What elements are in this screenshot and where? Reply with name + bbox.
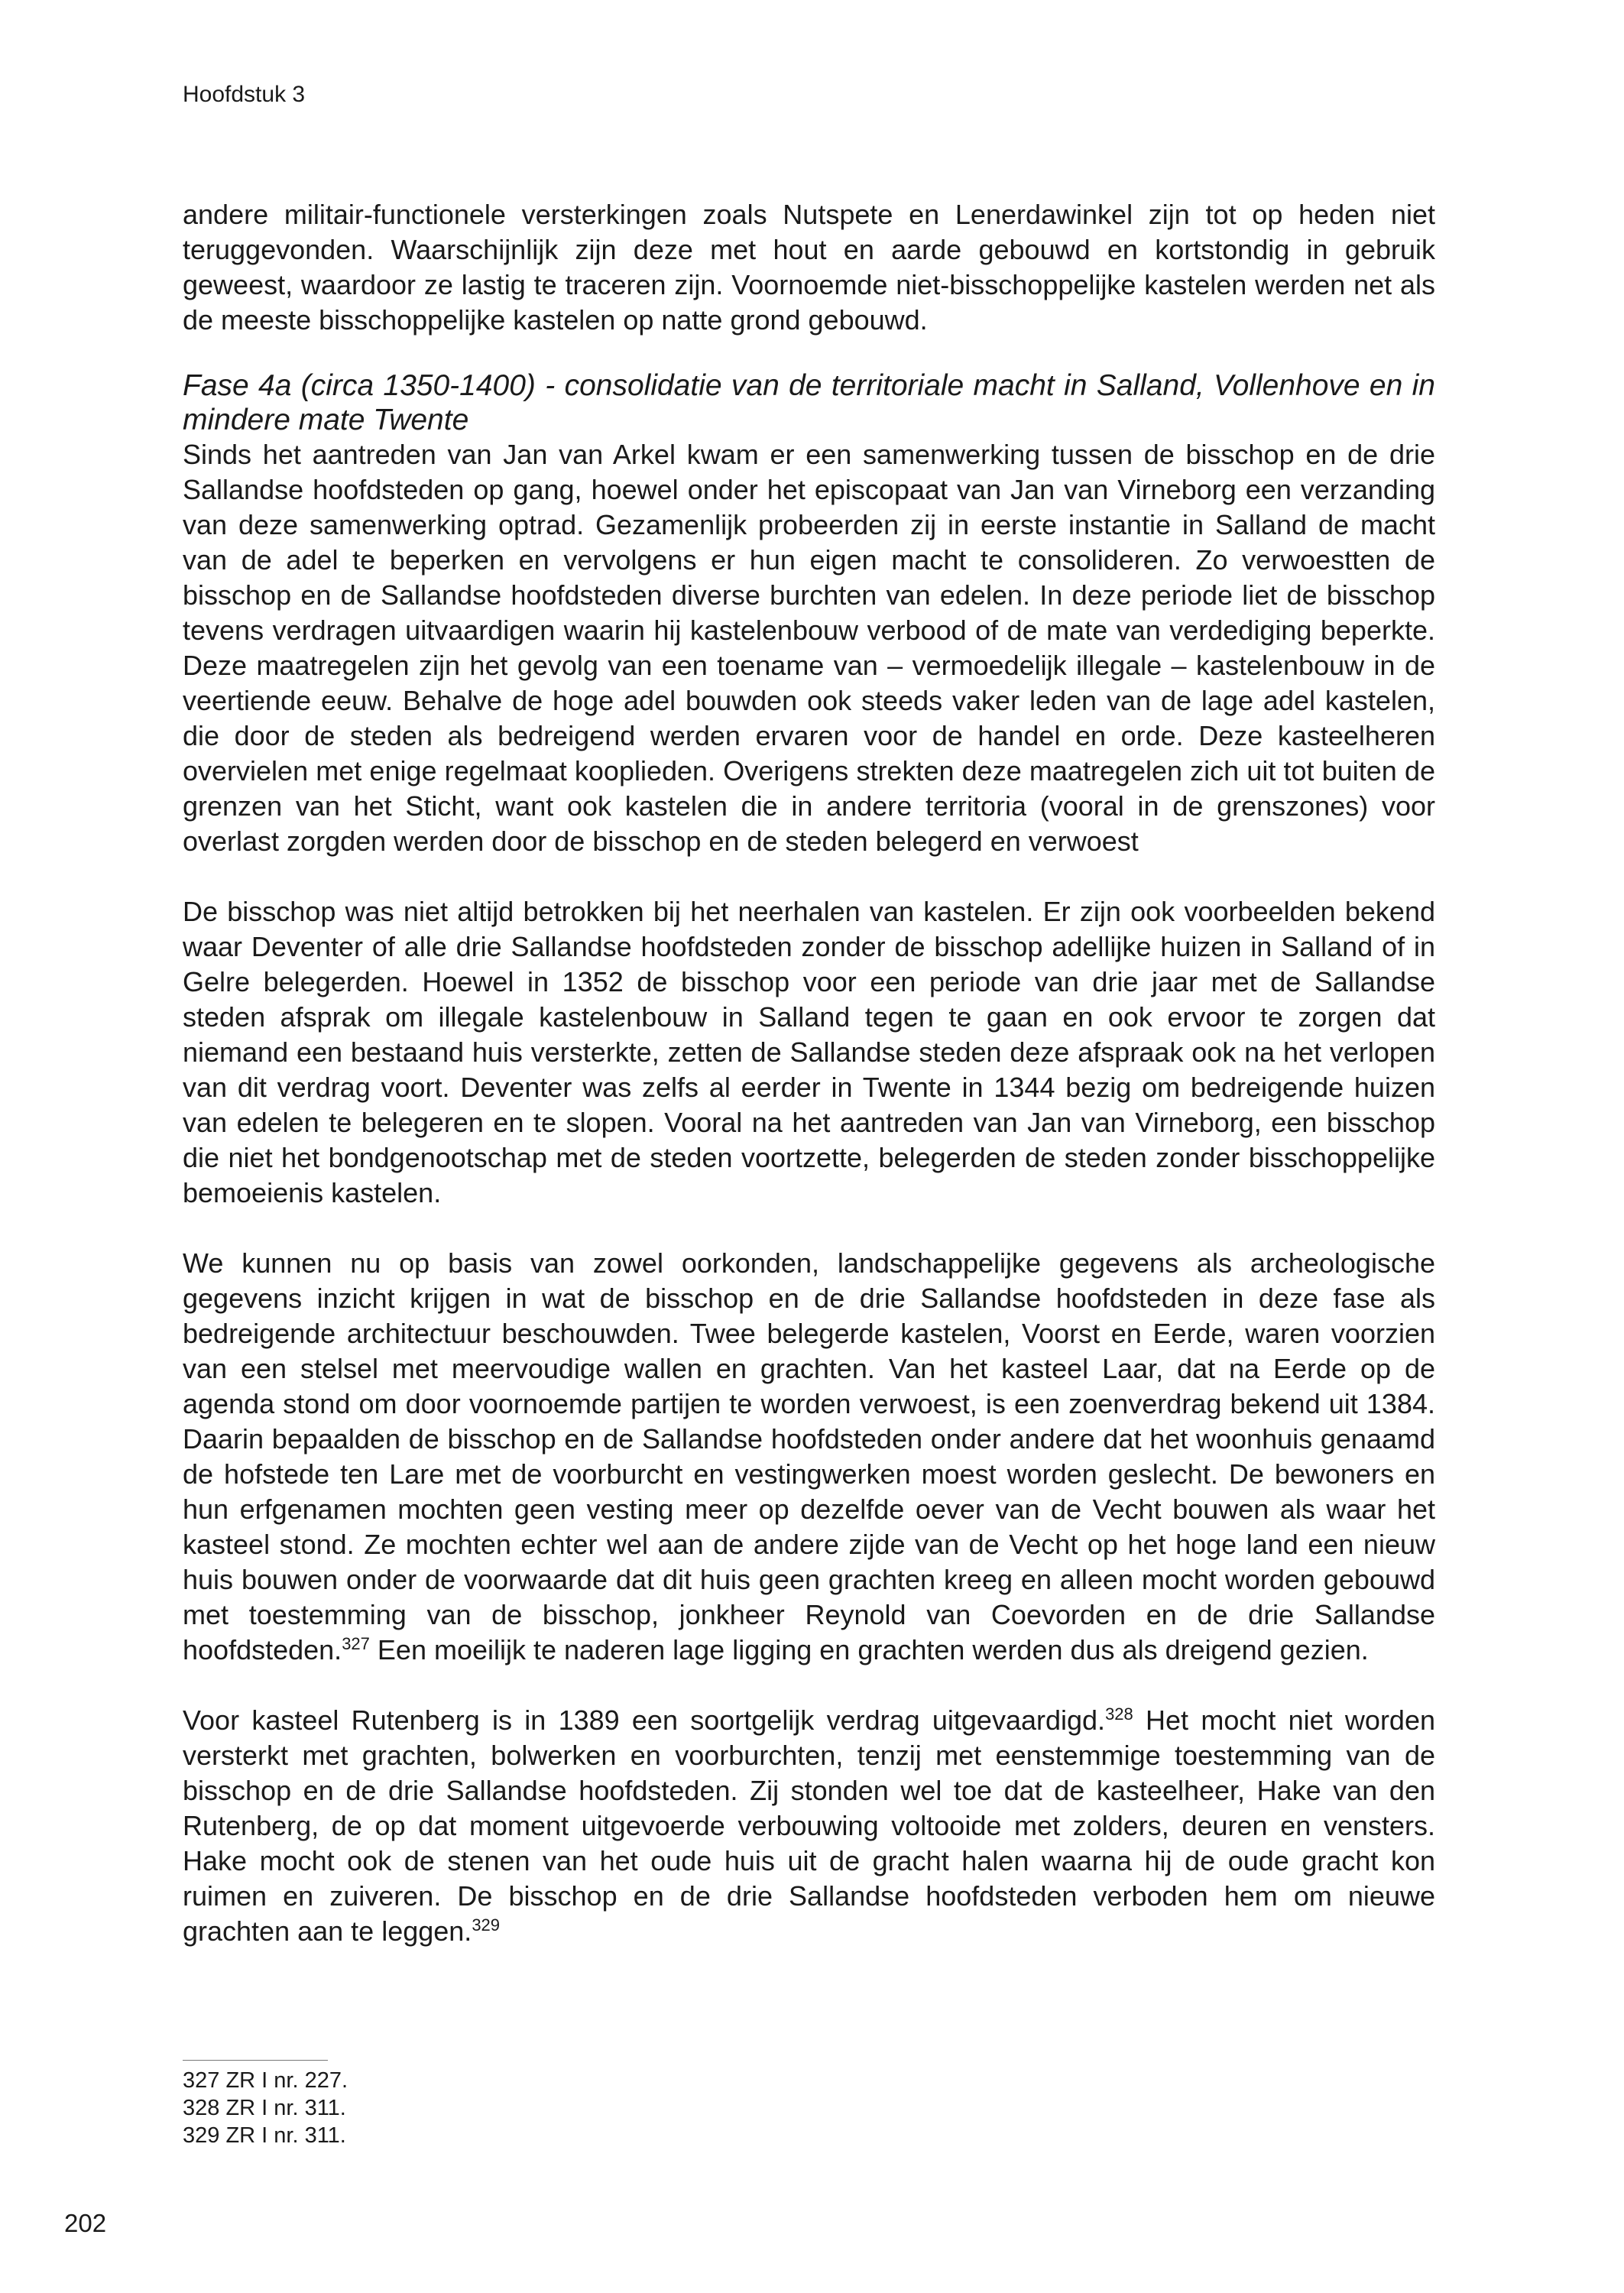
footnote-327: 327 ZR I nr. 227. bbox=[183, 2068, 348, 2093]
paragraph-text: We kunnen nu op basis van zowel oorkonden, landschappelijke gegevens als archeologische gegevens inzicht krijgen in wat de bisschop en de drie Sallandse hoofdsteden in deze fase als bedreigende architectuur beschouwden. Twee belegerde kastelen, Voorst en Eerde, waren voorzien van een stelsel met meervoudige wallen en grachten. Van het kasteel Laar, dat na Eerde op de agenda stond om door voornoemde partijen te worden verwoest, is een zoenverdrag bekend uit 1384. Daarin bepaalden de bisschop en de Sallandse hoofdsteden onder andere dat het woonhuis genaamd de hofstede ten Lare met de voorburcht en vestingwerken moest worden geslecht. De bewoners en hun erfgenamen mochten geen vesting meer op dezelfde oever van de Vecht bouwen als waar het kasteel stond. Ze mochten echter wel aan de andere zijde van de Vecht op het hoge land een nieuw huis bouwen onder de voorwaarde dat dit huis geen grachten kreeg en alleen mocht worden gebouwd met toestemming van de bisschop, jonkheer Reynold van Coevorden en de drie Sallandse hoofdsteden. bbox=[183, 1247, 1435, 1665]
footnote-328: 328 ZR I nr. 311. bbox=[183, 2096, 346, 2120]
body-text bbox=[183, 197, 1435, 1949]
paragraph-text: Het mocht niet worden versterkt met grachten, bolwerken en voorburchten, tenzij met eenstemmige toestemming van de bisschop en de drie Sallandse hoofdsteden. Zij stonden wel toe dat de kasteelheer, Hake van den Rutenberg, de op dat moment uitgevoerde verbouwing voltooide met zolders, deuren en vensters. Hake mocht ook de stenen van het oude huis uit de gracht halen waarna hij de oude gracht kon ruimen en zuiveren. De bisschop en de drie Sallandse hoofdsteden verboden hem om nieuwe grachten aan te leggen. bbox=[183, 1704, 1435, 1947]
paragraph: De bisschop was niet altijd betrokken bij het neerhalen van kastelen. Er zijn ook voorbeelden bekend waar Deventer of alle drie Sallandse hoofdsteden zonder de bisschop adellijke huizen in Salland of in Gelre belegerden. Hoewel in 1352 de bisschop voor een periode van drie jaar met de Sallandse steden afsprak om illegale kastelenbouw in Salland tegen te gaan en ook ervoor te zorgen dat niemand een bestaand huis versterkte, zetten de Sallandse steden deze afspraak ook na het verlopen van dit verdrag voort. Deventer was zelfs al eerder in Twente in 1344 bezig om bedreigende huizen van edelen te belegeren en te slopen. Vooral na het aantreden van Jan van Virneborg, een bisschop die niet het bondgenootschap met de steden voortzette, belegerden de steden zonder bisschoppelijke bemoeienis kastelen. bbox=[183, 896, 1435, 1208]
paragraph bbox=[183, 1246, 1435, 1668]
running-header: Hoofdstuk 3 bbox=[183, 82, 306, 107]
footnote-329: 329 ZR I nr. 311. bbox=[183, 2123, 346, 2148]
page-number: 202 bbox=[64, 2209, 107, 2237]
footnotes bbox=[183, 2067, 348, 2149]
footnote-ref-327[interactable]: 327 bbox=[342, 1634, 370, 1653]
footnote-ref-328[interactable]: 328 bbox=[1105, 1704, 1133, 1724]
footnote-divider bbox=[183, 2060, 328, 2061]
paragraph: Sinds het aantreden van Jan van Arkel kwam er een samenwerking tussen de bisschop en de drie Sallandse hoofdsteden op gang, hoewel onder het episcopaat van Jan van Virneborg een verzanding van deze samenwerking optrad. Gezamenlijk probeerden zij in eerste instantie in Salland de macht van de adel te beperken en vervolgens er hun eigen macht te consolideren. Zo verwoestten de bisschop en de Sallandse hoofdsteden diverse burchten van edelen. In deze periode liet de bisschop tevens verdragen uitvaardigen waarin hij kastelenbouw verbood of de mate van verdediging beperkte. Deze maatregelen zijn het gevolg van een toename van – vermoedelijk illegale – kastelenbouw in de veertiende eeuw. Behalve de hoge adel bouwden ook steeds vaker leden van de lage adel kastelen, die door de steden als bedreigend werden ervaren voor de handel en orde. Deze kasteelheren overvielen met enige regelmaat kooplieden. Overigens strekten deze maatregelen zich uit tot buiten de grenzen van het Sticht, want ook kastelen die in andere territoria (vooral in de grenszones) voor overlast zorgden werden door de bisschop en de steden belegerd en verwoest bbox=[183, 439, 1435, 857]
paragraph bbox=[183, 1703, 1435, 1949]
paragraph: andere militair-functionele versterkingen zoals Nutspete en Lenerdawinkel zijn tot op heden niet teruggevonden. Waarschijnlijk zijn deze met hout en aarde gebouwd en kortstondig in gebruik geweest, waardoor ze lastig te traceren zijn. Voornoemde niet-bisschoppelijke kastelen werden net als de meeste bisschoppelijke kastelen op natte grond gebouwd. bbox=[183, 199, 1435, 336]
paragraph-text: Voor kasteel Rutenberg is in 1389 een soortgelijk verdrag uitgevaardigd. bbox=[183, 1704, 1106, 1736]
footnote-ref-329[interactable]: 329 bbox=[472, 1915, 501, 1935]
section-heading: Fase 4a (circa 1350-1400) - consolidatie van de territoriale macht in Salland, Vollenhove en in mindere mate Twente bbox=[183, 369, 1435, 436]
paragraph-text: Een moeilijk te naderen lage ligging en grachten werden dus als dreigend gezien. bbox=[369, 1634, 1369, 1665]
